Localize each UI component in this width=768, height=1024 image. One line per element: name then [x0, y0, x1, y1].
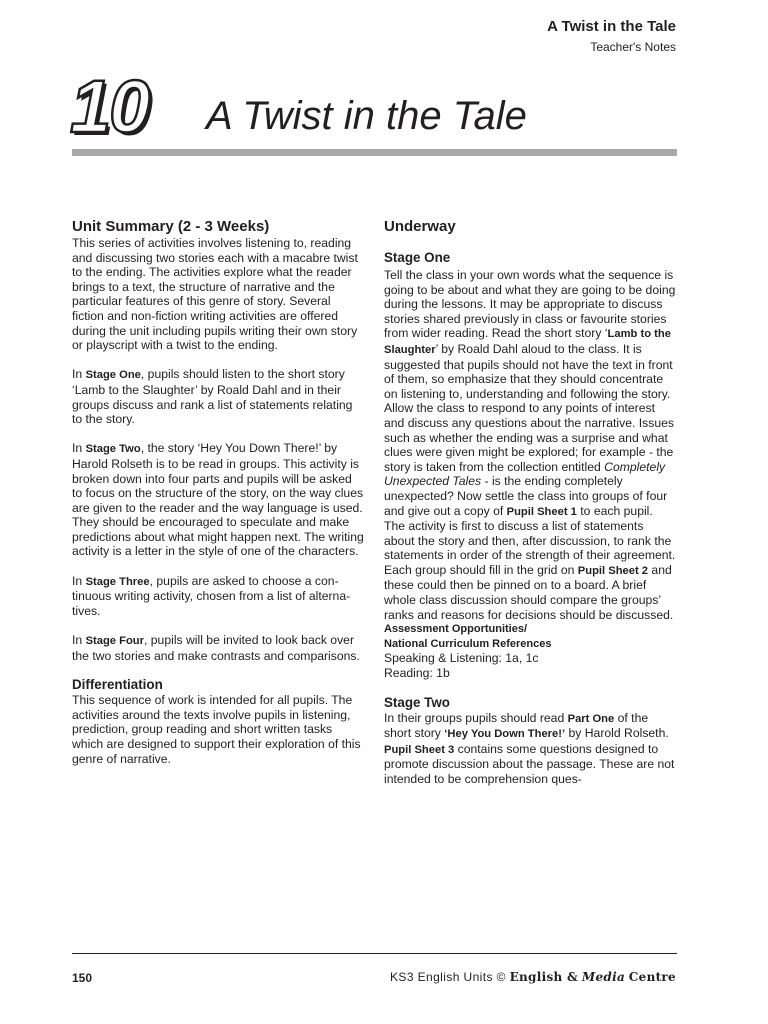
speaking-listening-ref: Speaking & Listening: 1a, 1c: [384, 651, 539, 666]
stage-one-heading: Stage One: [384, 250, 451, 265]
chapter-number: 10: [70, 65, 149, 148]
unit-summary-heading: Unit Summary (2 - 3 Weeks): [72, 218, 270, 235]
stage-three-summary: In Stage Three, pupils are asked to choose a continuous writing activity, chosen from a list of alternatives.: [72, 573, 351, 618]
footer-credit: KS3 English Units © English & Media Centre: [390, 970, 676, 984]
title-rule: [72, 149, 677, 156]
page-number: 150: [72, 971, 93, 985]
footer-rule: [72, 953, 677, 954]
stage-one-summary: In Stage One, pupils should listen to the short story ‘Lamb to the Slaughter’ by Roald Dahl and in their groups discuss and rank a list of statements relating to the story.: [72, 367, 353, 427]
stage-four-summary: In Stage Four, pupils will be invited to look back over the two stories and make contrasts and comparisons.: [72, 633, 360, 663]
stage-one-body: Tell the class in your own words what the sequence is going to be about and what they are going to be doing during the lessons. It may be appropriate to discuss stories shared previously in class or favourite stories from wider reading. Read the short story ‘Lamb to the Slaughter’ by Roald Dahl aloud to the class. It is suggested that pupils should not have the text in front of them, so emphasize that they should concentrate on listening to, understanding and following the story. Allow the class to respond to any points of interest and discuss any questions about the narrative. Issues such as whether the ending was a surprise and what clues were given might be explored; for example - the story is taken from the collection entitled Completely Unexpected Tales - is the ending completely unexpected? Now settle the class into groups of four and give out a copy of Pupil Sheet 1 to each pupil. The activity is first to discuss a list of statements about the story and then, after discussion, to rank the statements in order of the strength of their agreement. Each group should fill in the grid on Pupil Sheet 2 and these could then be pinned on to a board. A brief whole class discussion should compare the groups’ ranks and reasons for decisions should be discussed.: [384, 268, 676, 622]
differentiation-heading: Differentiation: [72, 677, 163, 693]
left-column: [72, 214, 364, 766]
differentiation-body: This sequence of work is intended for all pupils. The activities around the texts involve pupils in listening, prediction, group reading and short written tasks which are designed to support their exploration of this genre of narrative.: [72, 693, 361, 766]
running-head-title: A Twist in the Tale: [547, 18, 676, 35]
reading-ref: Reading: 1b: [384, 666, 450, 681]
running-head-subtitle: Teacher's Notes: [590, 40, 676, 54]
assessment-heading: Assessment Opportunities/ National Curriculum References: [384, 623, 552, 650]
stage-two-summary: In Stage Two, the story ‘Hey You Down There!’ by Harold Rolseth is to be read in groups. This activity is broken down into four parts and pupils will be asked to focus on the structure of the story, on the way clues are given to the reader and the way language is used. They should be encouraged to speculate and make predictions about what might happen next. The writing activity is a letter in the style of one of the characters.: [72, 441, 364, 559]
stage-two-heading: Stage Two: [384, 694, 450, 710]
chapter-title: A Twist in the Tale: [206, 94, 527, 138]
unit-summary-body: This series of activities involves listening to, reading and discussing two stories each with a macabre twist to the ending. The activities explore what the reader brings to a text, the structure of narrative and the particular features of this genre of story. Several fiction and non-fiction writing activities are offered during the unit including pupils writing their own story or playscript with a twist to the ending.: [72, 236, 358, 353]
right-column: [384, 214, 676, 787]
underway-heading: Underway: [384, 218, 456, 235]
stage-two-body: In their groups pupils should read Part One of the short story ‘Hey You Down There!’ by Harold Rolseth. Pupil Sheet 3 contains some questions designed to promote discussion about the passage. These are not intended to be comprehension ques-: [384, 710, 675, 786]
